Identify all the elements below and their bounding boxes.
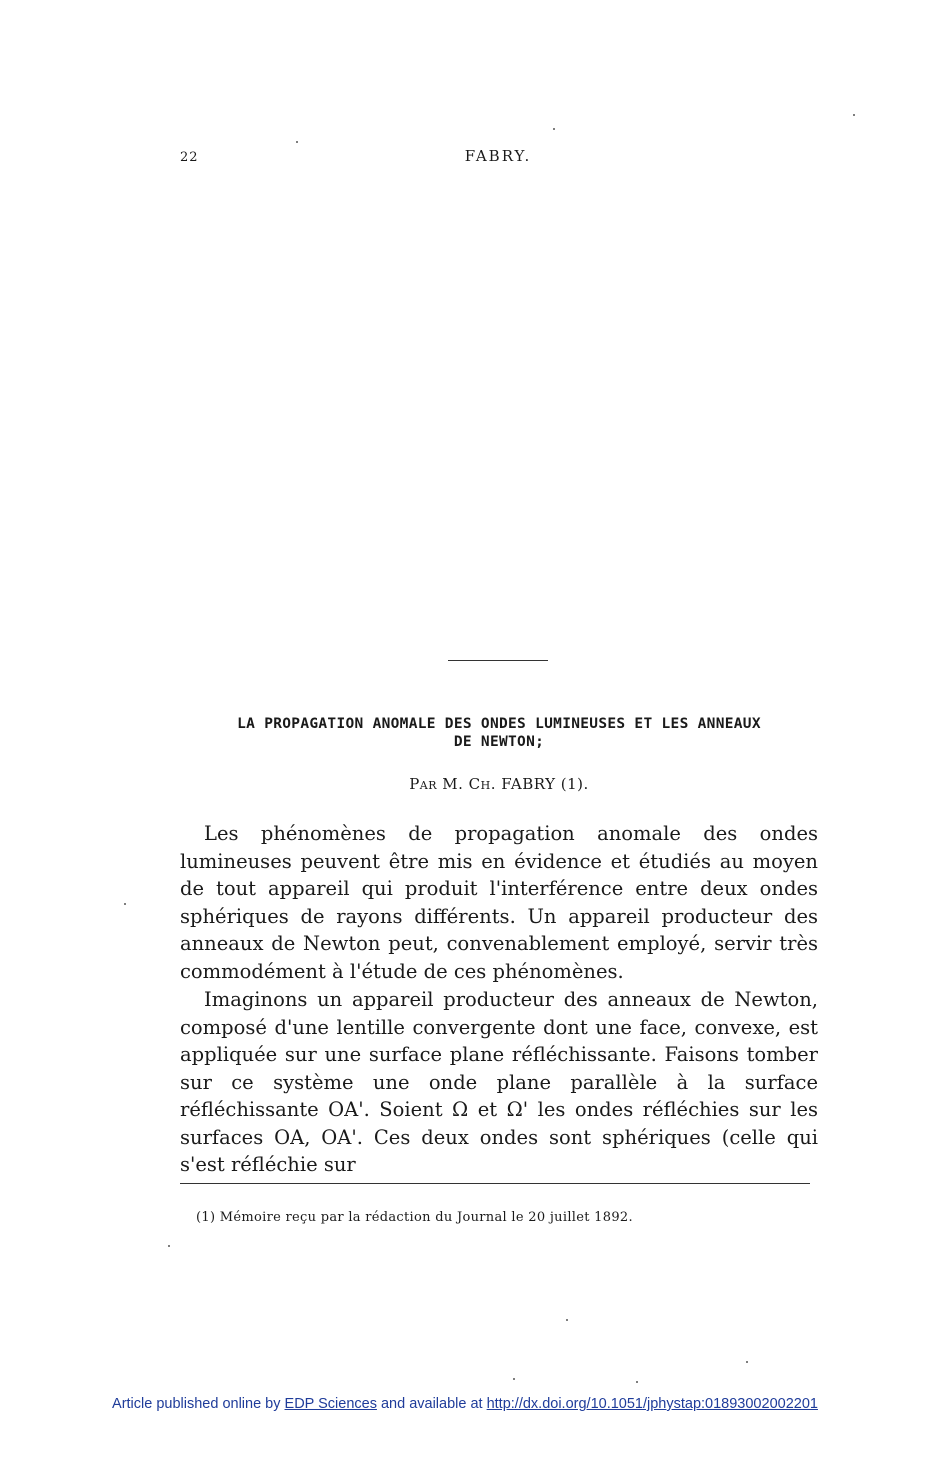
article-title-line-1: LA PROPAGATION ANOMALE DES ONDES LUMINEUSES ET LES ANNEAUX [237,716,761,732]
author-footnote-marker: (1). [560,775,589,793]
article-title [180,715,818,751]
scan-speck [566,1319,568,1321]
author-line [180,775,818,793]
page-number: 22 [180,150,199,165]
body-paragraph-1: Les phénomènes de propagation anomale des ondes lumineuses peuvent être mis en évidence et étudiés au moyen de tout appareil qui produit l'interférence entre deux ondes sphériques de rayons différents. Un appareil producteur des anneaux de Newton peut, convenablement employé, servir très commodément à l'étude de ces phénomènes. [180,822,818,983]
scan-speck [746,1361,748,1363]
doi-link[interactable]: http://dx.doi.org/10.1051/jphystap:01893002002201 [486,1396,818,1412]
scan-speck [636,1381,638,1383]
banner-prefix: Article published online by [112,1396,281,1412]
scan-speck [553,128,555,130]
publisher-banner [0,1396,930,1412]
scan-speck [513,1378,515,1380]
article-title-line-2: DE NEWTON; [453,734,545,750]
article-body [180,820,818,1179]
scan-speck [853,114,855,116]
body-paragraph-2: Imaginons un appareil producteur des anneaux de Newton, composé d'une lentille convergente dont une face, convexe, est appliquée sur une surface plane réfléchissante. Faisons tomber sur ce système une onde plane parallèle à la surface réfléchissante OA'. Soient Ω et Ω' les ondes réfléchies sur les surfaces OA, OA'. Ces deux ondes sont sphériques (celle qui s'est réfléchie sur [180,988,818,1176]
footnote-rule [180,1183,810,1184]
banner-middle: and available at [380,1396,483,1412]
scan-speck [296,141,298,143]
publisher-link[interactable]: EDP Sciences [284,1396,377,1412]
scan-speck [124,903,126,905]
author-prefix: Par M. Ch. [409,775,497,793]
footnote: (1) Mémoire reçu par la rédaction du Journal le 20 juillet 1892. [196,1210,633,1225]
scan-speck [168,1245,170,1247]
running-head: FABRY. [464,147,532,165]
author-name: FABRY [501,775,556,793]
section-separator-rule [448,660,548,661]
